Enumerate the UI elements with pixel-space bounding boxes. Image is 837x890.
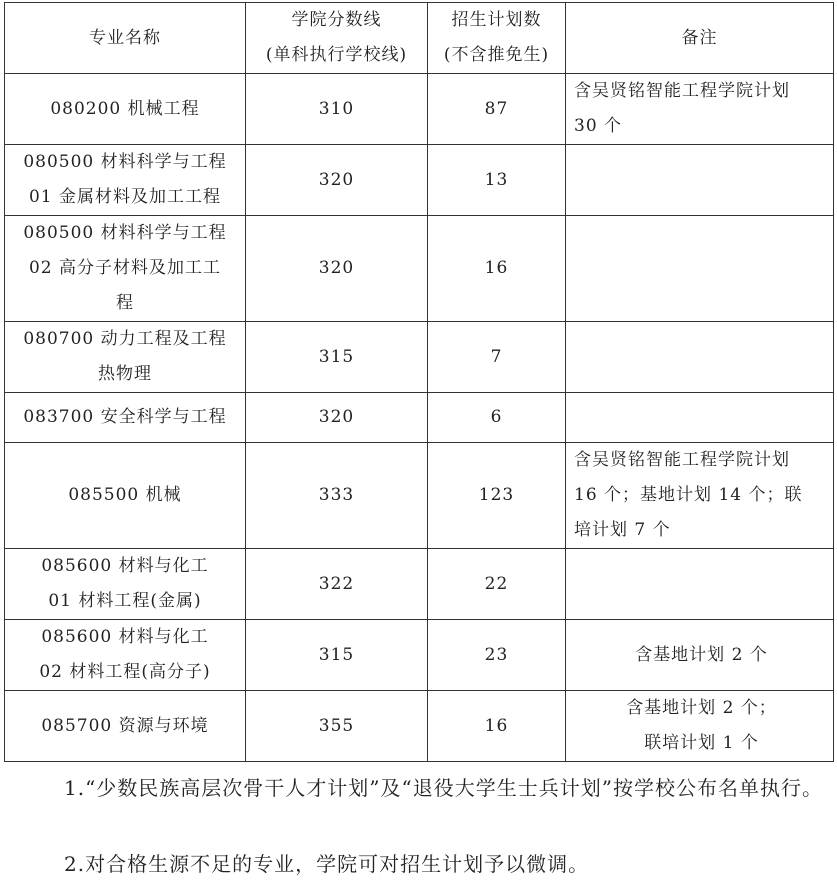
table-row	[5, 691, 834, 762]
remark-line: 含基地计划 2 个	[635, 644, 768, 665]
remark-cell	[566, 620, 834, 691]
remark-cell	[566, 74, 834, 145]
major-name-line: 02 高分子材料及加工工	[28, 258, 222, 278]
table-row	[5, 620, 834, 691]
remark-cell	[566, 216, 834, 322]
major-name-line: 085500 机械	[68, 485, 182, 505]
major-name-line: 080500 材料科学与工程	[23, 223, 227, 243]
major-name-line: 085600 材料与化工	[41, 627, 209, 647]
major-name-line: 085700 资源与环境	[41, 715, 209, 736]
score-cell: 322	[246, 549, 428, 620]
major-name-line: 080500 材料科学与工程	[23, 152, 227, 172]
plan-cell: 87	[428, 74, 566, 145]
remark-cell	[566, 443, 834, 549]
header-major-name-text: 专业名称	[89, 27, 161, 48]
score-cell: 320	[246, 216, 428, 322]
remark-cell	[566, 691, 834, 762]
score-cell: 355	[246, 691, 428, 762]
header-enrollment-plan-subtext: (不含推免生)	[443, 45, 550, 65]
plan-cell: 16	[428, 216, 566, 322]
remark-cell	[566, 322, 834, 393]
table-header-row	[5, 3, 834, 74]
plan-cell: 23	[428, 620, 566, 691]
table-row	[5, 393, 834, 443]
score-cell: 315	[246, 620, 428, 691]
score-cell: 333	[246, 443, 428, 549]
major-name-line: 程	[116, 293, 134, 313]
major-name-cell	[5, 74, 246, 145]
remark-line: 含吴贤铭智能工程学院计划	[574, 450, 790, 470]
major-name-cell	[5, 691, 246, 762]
score-cell: 310	[246, 74, 428, 145]
table-row	[5, 74, 834, 145]
major-name-cell	[5, 393, 246, 443]
remark-cell	[566, 393, 834, 443]
plan-cell: 123	[428, 443, 566, 549]
score-cell: 315	[246, 322, 428, 393]
remark-line: 16 个；基地计划 14 个；联	[574, 485, 803, 505]
plan-cell: 6	[428, 393, 566, 443]
header-score-line-text: 学院分数线	[291, 10, 382, 30]
major-name-line: 085600 材料与化工	[41, 556, 209, 576]
table-row	[5, 443, 834, 549]
plan-cell: 7	[428, 322, 566, 393]
major-name-line: 080200 机械工程	[50, 98, 200, 119]
table-row	[5, 549, 834, 620]
score-cell: 320	[246, 145, 428, 216]
major-name-cell	[5, 145, 246, 216]
remark-cell	[566, 145, 834, 216]
header-remarks	[566, 3, 834, 74]
major-name-line: 01 金属材料及加工工程	[28, 187, 222, 207]
major-name-line: 080700 动力工程及工程	[23, 329, 227, 349]
header-enrollment-plan	[428, 3, 566, 74]
footnote-1: 1.“少数民族高层次骨干人才计划”及“退役大学生士兵计划”按学校公布名单执行。	[64, 776, 823, 800]
major-name-cell	[5, 549, 246, 620]
header-score-line-subtext: (单科执行学校线)	[265, 45, 408, 65]
table-row	[5, 145, 834, 216]
header-major-name	[5, 3, 246, 74]
table-row	[5, 216, 834, 322]
plan-cell: 13	[428, 145, 566, 216]
major-name-line: 热物理	[98, 364, 152, 384]
header-enrollment-plan-text: 招生计划数	[451, 10, 542, 30]
remark-line: 30 个	[574, 116, 623, 136]
remark-line: 培计划 7 个	[574, 520, 671, 540]
remark-line: 含吴贤铭智能工程学院计划	[574, 81, 790, 101]
major-name-line: 02 材料工程(高分子)	[39, 662, 211, 682]
major-name-line: 083700 安全科学与工程	[23, 407, 227, 427]
plan-cell: 22	[428, 549, 566, 620]
major-name-cell	[5, 216, 246, 322]
major-name-cell	[5, 443, 246, 549]
score-cell: 320	[246, 393, 428, 443]
admission-table	[4, 2, 834, 762]
remark-line: 联培计划 1 个	[644, 733, 759, 753]
major-name-cell	[5, 322, 246, 393]
header-remarks-text: 备注	[681, 27, 718, 48]
header-score-line	[246, 3, 428, 74]
remark-line: 含基地计划 2 个；	[626, 698, 777, 718]
major-name-line: 01 材料工程(金属)	[48, 591, 202, 611]
major-name-cell	[5, 620, 246, 691]
table-row	[5, 322, 834, 393]
plan-cell: 16	[428, 691, 566, 762]
footnote-2: 2.对合格生源不足的专业，学院可对招生计划予以微调。	[64, 852, 590, 876]
remark-cell	[566, 549, 834, 620]
